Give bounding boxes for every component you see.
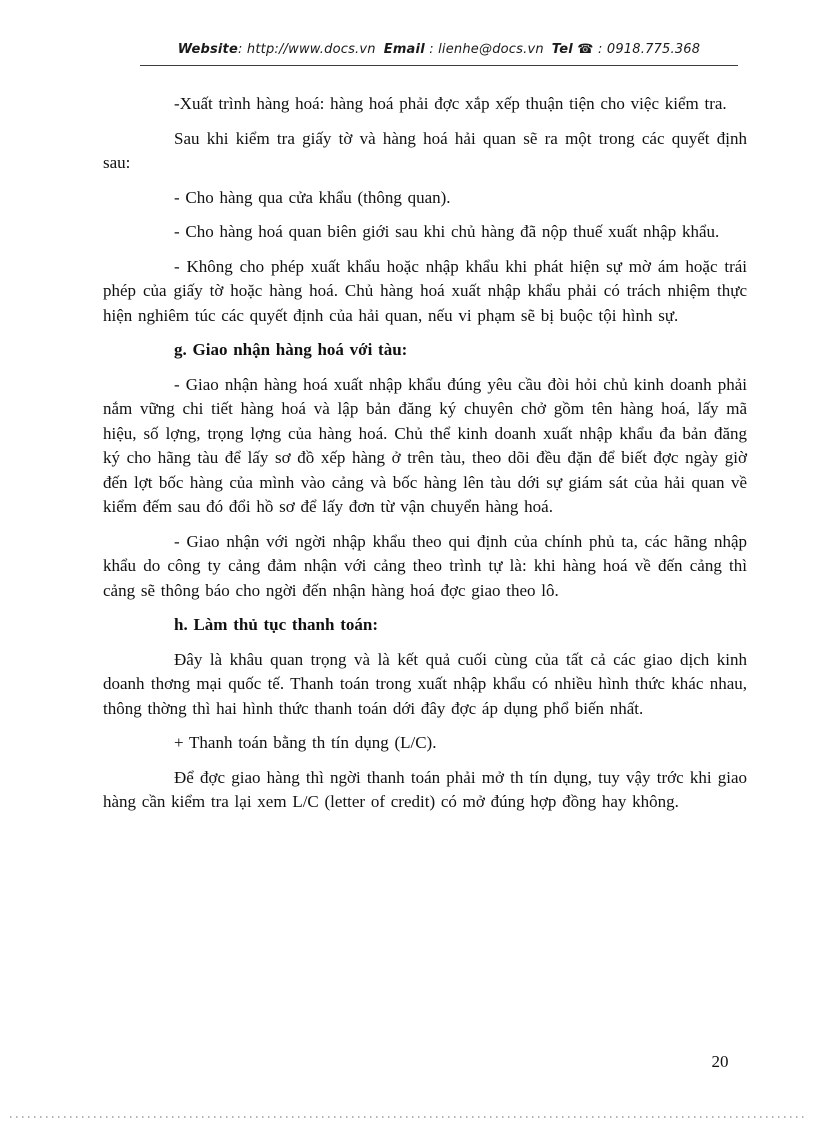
section-heading-h: h. Làm thủ tục thanh toán: [174, 615, 378, 634]
header-tel-value: : 0918.775.368 [593, 42, 701, 57]
section-heading-g: g. Giao nhận hàng hoá với tàu: [174, 340, 408, 359]
header-email-value: : lienhe@docs.vn [424, 42, 544, 57]
document-body [103, 92, 747, 825]
telephone-icon: ☎ [577, 42, 594, 57]
paragraph-lc-check: Để đợc giao hàng thì ngời thanh toán phải mở th tín dụng, tuy vậy trớc khi giao hàng cần kiểm tra lại xem L/C (letter of credit) có mở đúng hợp đồng hay không. [103, 767, 747, 811]
paragraph-clearance: - Cho hàng qua cửa khẩu (thông quan). [174, 187, 451, 207]
paragraph-delivery-importer: - Giao nhận với ngời nhập khẩu theo qui định của chính phủ ta, các hãng nhập khẩu do công ty cảng đảm nhận với cảng theo trình tự là: khi hàng hoá về đến cảng thì cảng sẽ thông báo cho ngời đến nhận hàng hoá đợc giao theo lô. [103, 531, 747, 600]
paragraph-refusal: - Không cho phép xuất khẩu hoặc nhập khẩu khi phát hiện sự mờ ám hoặc trái phép của giấy tờ hoặc hàng hoá. Chủ hàng hoá xuất nhập khẩu phải có trách nhiệm thực hiện nghiêm túc các quyết định của hải quan, nếu vi phạm sẽ bị buộc tội hình sự. [103, 256, 747, 325]
paragraph-payment-lc: + Thanh toán bằng th tín dụng (L/C). [174, 733, 437, 752]
header-website-label: Website [177, 42, 238, 57]
bottom-dotted-divider [10, 1116, 806, 1118]
paragraph-cross-border: - Cho hàng hoá quan biên giới sau khi chủ hàng đã nộp thuế xuất nhập khẩu. [174, 222, 720, 241]
paragraph-delivery-to-ship: - Giao nhận hàng hoá xuất nhập khẩu đúng yêu cầu đòi hỏi chủ kinh doanh phải nắm vững chi tiết hàng hoá và lập bản đăng ký chuyên chở gồm tên hàng hoá, lấy mã hiệu, số lợng, trọng lợng của hàng hoá. Chủ thể kinh doanh xuất nhập khẩu đa bản đăng ký cho hãng tàu để lấy sơ đồ xếp hàng ở trên tàu, theo dõi đều đặn để biết đợc ngày giờ đến lợt bốc hàng của mình vào cảng và bốc hàng lên tàu dới sự giám sát của hải quan về kiểm đếm sau đó đổi hồ sơ để lấy đơn từ vận chuyển hàng hoá. [103, 374, 747, 516]
paragraph-after-inspection: Sau khi kiểm tra giấy tờ và hàng hoá hải quan sẽ ra một trong các quyết định sau: [103, 128, 747, 172]
paragraph-payment-intro: Đây là khâu quan trọng và là kết quả cuối cùng của tất cả các giao dịch kinh doanh thơng mại quốc tế. Thanh toán trong xuất nhập khẩu có nhiều hình thức khác nhau, thông thờng thì hai hình thức thanh toán dới đây đợc áp dụng phổ biến nhất. [103, 649, 747, 718]
header-email-label: Email [383, 42, 425, 57]
header-website-value: : http://www.docs.vn [238, 42, 376, 57]
page-number: 20 [711, 1052, 729, 1071]
header-tel-label: Tel [551, 42, 573, 57]
paragraph-present-goods: -Xuất trình hàng hoá: hàng hoá phải đợc xắp xếp thuận tiện cho việc kiểm tra. [174, 94, 727, 113]
page-header [140, 42, 738, 66]
